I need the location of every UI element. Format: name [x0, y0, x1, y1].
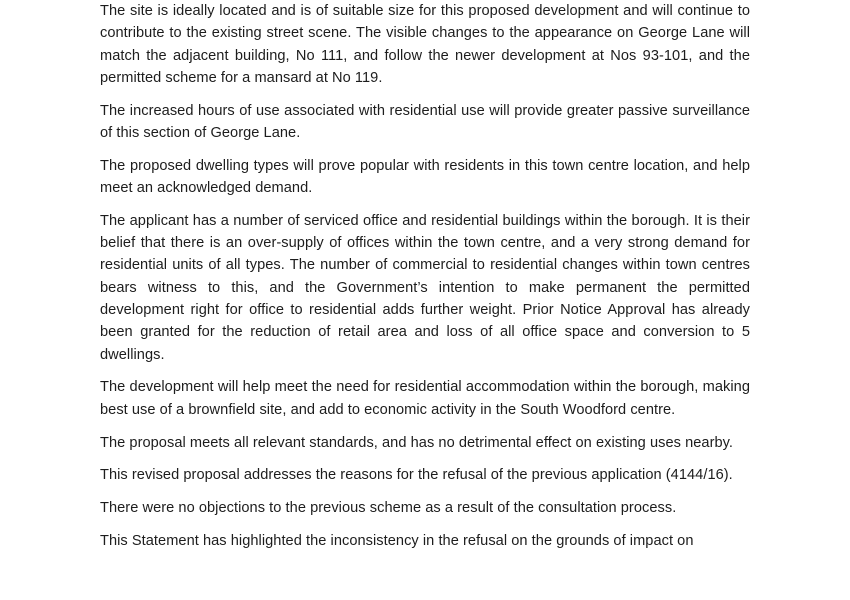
body-paragraph: The proposed dwelling types will prove popular with residents in this town centre location, and help meet an acknowledged demand.	[100, 157, 750, 197]
body-paragraph: The increased hours of use associated with residential use will provide greater passive surveillance of this section of George Lane.	[100, 102, 750, 141]
body-paragraph-truncated: This Statement has highlighted the inconsistency in the refusal on the grounds of impact on	[100, 532, 694, 549]
body-paragraph: The site is ideally located and is of suitable size for this proposed development and will continue to contribute to the existing street scene. The visible changes to the appearance on George Lane will match the adjacent building, No 111, and follow the newer development at Nos 93-101, and the permitted scheme for a mansard at No 119.	[100, 3, 750, 86]
body-paragraph: This revised proposal addresses the reasons for the refusal of the previous application (4144/16).	[100, 467, 733, 484]
body-paragraph: The applicant has a number of serviced office and residential buildings within the borough. It is their belief that there is an over-supply of offices within the town centre, and a very strong demand for residential units of all types. The number of commercial to residential changes within town centres bears witness to this, and the Government’s intention to make permanent the permitted development right for office to residential adds further weight. Prior Notice Approval has already been granted for the reduction of retail area and loss of all office space and conversion to 5 dwellings.	[100, 212, 750, 363]
body-paragraph: There were no objections to the previous scheme as a result of the consultation process.	[100, 500, 677, 517]
body-paragraph: The development will help meet the need for residential accommodation within the borough, making best use of a brownfield site, and add to economic activity in the South Woodford centre.	[100, 379, 750, 418]
body-paragraph: The proposal meets all relevant standards, and has no detrimental effect on existing uses nearby.	[100, 434, 734, 451]
document-text-column	[100, 0, 750, 552]
